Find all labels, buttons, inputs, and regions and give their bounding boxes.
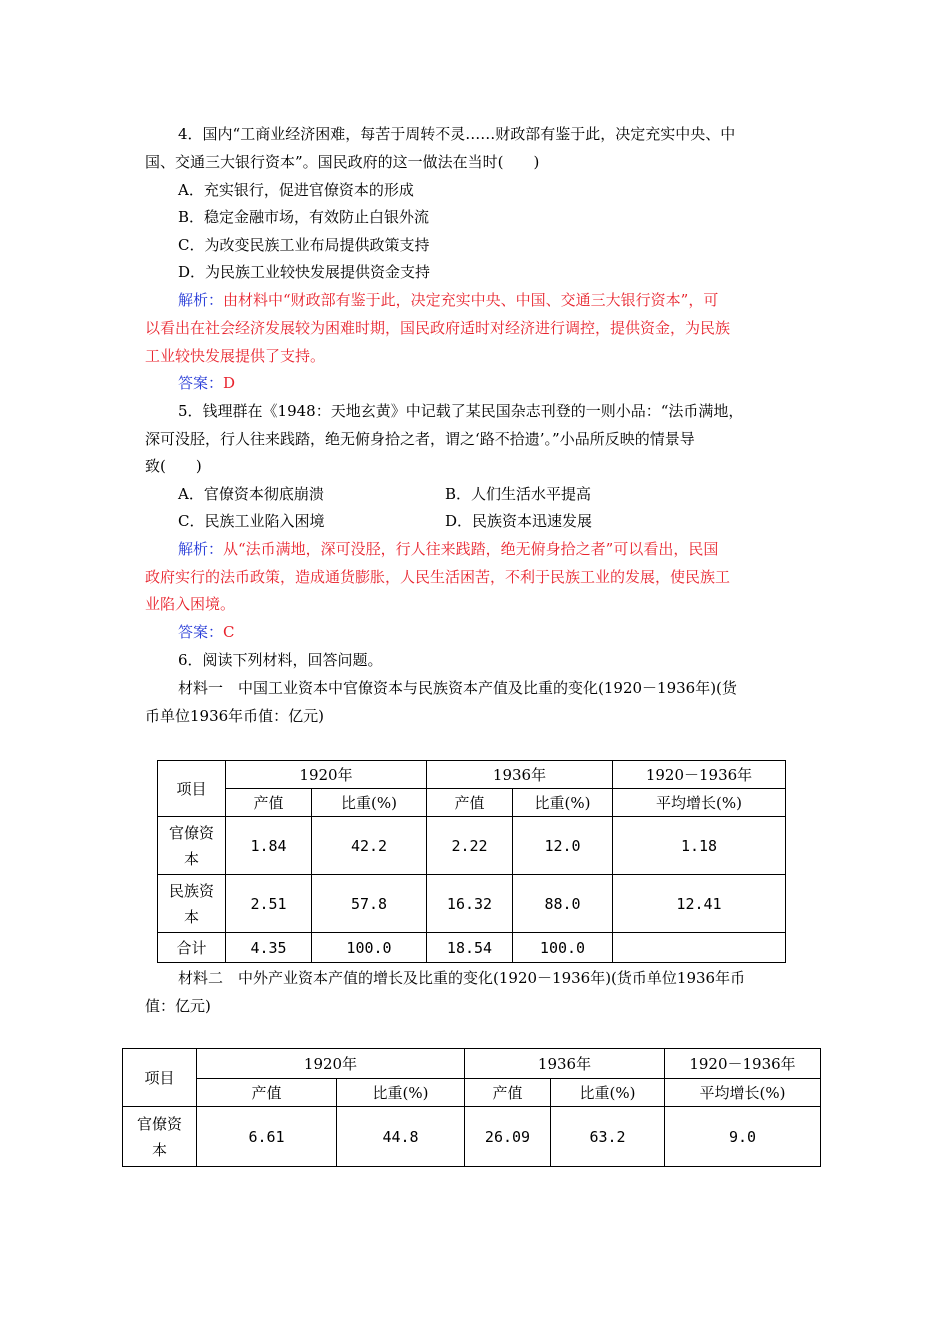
table1-total-growth <box>613 933 786 963</box>
q4-answer-label: 答案： <box>178 374 224 392</box>
table2-row1-label <box>123 1107 197 1167</box>
q4-option-a: A．充实银行，促进官僚资本的形成 <box>178 181 414 199</box>
q5-option-b: B．人们生活水平提高 <box>445 485 592 503</box>
table1-row1-label-line2: 本 <box>183 849 199 868</box>
q4-analysis-text1: 由材料中“财政部有鉴于此，决定充实中央、中国、交通三大银行资本”，可 <box>223 291 719 309</box>
table2-row1-share-1920: 44.8 <box>337 1107 465 1167</box>
table1-row2-label-line2: 本 <box>183 907 199 926</box>
q6-stem: 6．阅读下列材料，回答问题。 <box>178 651 383 669</box>
q5-analysis-line2: 政府实行的法币政策，造成通货膨胀，人民生活困苦，不利于民族工业的发展，使民族工 <box>145 568 731 586</box>
table2-row1-output-1936: 26.09 <box>465 1107 551 1167</box>
table1-period-1936: 1936年 <box>427 761 613 789</box>
table2-period-1920: 1920年 <box>197 1049 465 1079</box>
table1-total-share-1936: 100.0 <box>513 933 613 963</box>
table-row <box>158 933 786 963</box>
table2-row1-growth: 9.0 <box>665 1107 821 1167</box>
q4-analysis-line3: 工业较快发展提供了支持。 <box>145 347 326 365</box>
table1-total-output-1936: 18.54 <box>427 933 513 963</box>
table2-item-header: 项目 <box>123 1049 197 1107</box>
q4-analysis-line1 <box>178 290 718 310</box>
q4-option-c: C．为改变民族工业布局提供政策支持 <box>178 236 430 254</box>
table1-sub-share-1920: 比重(%) <box>312 789 427 817</box>
q4-answer-value: D <box>223 374 236 392</box>
q4-option-b: B．稳定金融市场，有效防止白银外流 <box>178 208 430 226</box>
table1-row1-share-1936: 12.0 <box>513 817 613 875</box>
table2-row1-label-line1: 官僚资 <box>136 1114 182 1133</box>
q5-analysis-line1 <box>178 539 718 559</box>
q5-answer-value: C <box>223 623 235 641</box>
q6-material2-line1: 材料二 中外产业资本产值的增长及比重的变化(1920－1936年)(货币单位1936年币 <box>178 969 746 987</box>
table1-row2-growth: 12.41 <box>613 875 786 933</box>
table1-sub-output-1936: 产值 <box>427 789 513 817</box>
table1-sub-share-1936: 比重(%) <box>513 789 613 817</box>
table2-sub-share-1920: 比重(%) <box>337 1079 465 1107</box>
q5-analysis-line3: 业陷入困境。 <box>145 595 236 613</box>
table1-period-1920: 1920年 <box>226 761 427 789</box>
table2-sub-output-1920: 产值 <box>197 1079 337 1107</box>
table1-sub-growth: 平均增长(%) <box>613 789 786 817</box>
table1-total-label: 合计 <box>158 933 226 963</box>
table-row <box>158 875 786 933</box>
table1-row2-share-1920: 57.8 <box>312 875 427 933</box>
table1-row1-label-line1: 官僚资 <box>168 823 214 842</box>
table2-period-1936: 1936年 <box>465 1049 665 1079</box>
q4-stem-line1: 4．国内“工商业经济困难，每苦于周转不灵……财政部有鉴于此，决定充实中央、中 <box>178 125 736 143</box>
q5-option-a: A．官僚资本彻底崩溃 <box>178 485 324 503</box>
q5-stem-line2: 深可没胫，行人往来践踏，绝无俯身拾之者，谓之‘路不拾遗’。”小品所反映的情景导 <box>145 430 695 448</box>
q5-stem-line3: 致( ) <box>145 457 202 475</box>
table1 <box>157 760 786 963</box>
q5-answer <box>178 622 235 642</box>
q6-material2-line2: 值：亿元) <box>145 997 211 1015</box>
table1-row2-output-1920: 2.51 <box>226 875 312 933</box>
q5-option-c: C．民族工业陷入困境 <box>178 512 325 530</box>
table1-total-share-1920: 100.0 <box>312 933 427 963</box>
table1-row2-label-line1: 民族资 <box>168 881 214 900</box>
q5-answer-label: 答案： <box>178 623 224 641</box>
table2-sub-output-1936: 产值 <box>465 1079 551 1107</box>
table-row <box>123 1107 821 1167</box>
table2 <box>122 1048 821 1167</box>
table1-row1-growth: 1.18 <box>613 817 786 875</box>
table2-row1-share-1936: 63.2 <box>551 1107 665 1167</box>
q4-answer <box>178 373 235 393</box>
table1-row1-label <box>158 817 226 875</box>
table2-sub-growth: 平均增长(%) <box>665 1079 821 1107</box>
q6-material1-line2: 币单位1936年币值：亿元) <box>145 707 325 725</box>
table1-row2-label <box>158 875 226 933</box>
table2-row1-label-line2: 本 <box>151 1140 167 1159</box>
table1-item-header: 项目 <box>158 761 226 817</box>
q5-stem-line1: 5．钱理群在《1948：天地玄黄》中记载了某民国杂志刊登的一则小品：“法币满地， <box>178 402 744 420</box>
table1-row2-share-1936: 88.0 <box>513 875 613 933</box>
table1-row1-share-1920: 42.2 <box>312 817 427 875</box>
table1-row1-output-1936: 2.22 <box>427 817 513 875</box>
table1-row1-output-1920: 1.84 <box>226 817 312 875</box>
table2-period-range: 1920－1936年 <box>665 1049 821 1079</box>
table1-period-range: 1920－1936年 <box>613 761 786 789</box>
table1-row2-output-1936: 16.32 <box>427 875 513 933</box>
table2-sub-share-1936: 比重(%) <box>551 1079 665 1107</box>
q4-analysis-label: 解析： <box>178 291 224 309</box>
q5-option-d: D．民族资本迅速发展 <box>445 512 593 530</box>
q5-analysis-label: 解析： <box>178 540 224 558</box>
q4-option-d: D．为民族工业较快发展提供资金支持 <box>178 263 431 281</box>
table2-row1-output-1920: 6.61 <box>197 1107 337 1167</box>
q6-material1-line1: 材料一 中国工业资本中官僚资本与民族资本产值及比重的变化(1920－1936年)(货 <box>178 679 737 697</box>
table-row <box>158 817 786 875</box>
table1-total-output-1920: 4.35 <box>226 933 312 963</box>
table1-sub-output-1920: 产值 <box>226 789 312 817</box>
q4-stem-line2: 国、交通三大银行资本”。国民政府的这一做法在当时( ) <box>145 153 540 171</box>
q4-analysis-line2: 以看出在社会经济发展较为困难时期，国民政府适时对经济进行调控，提供资金，为民族 <box>145 319 731 337</box>
q5-analysis-text1: 从“法币满地，深可没胫，行人往来践踏，绝无俯身拾之者”可以看出，民国 <box>223 540 719 558</box>
